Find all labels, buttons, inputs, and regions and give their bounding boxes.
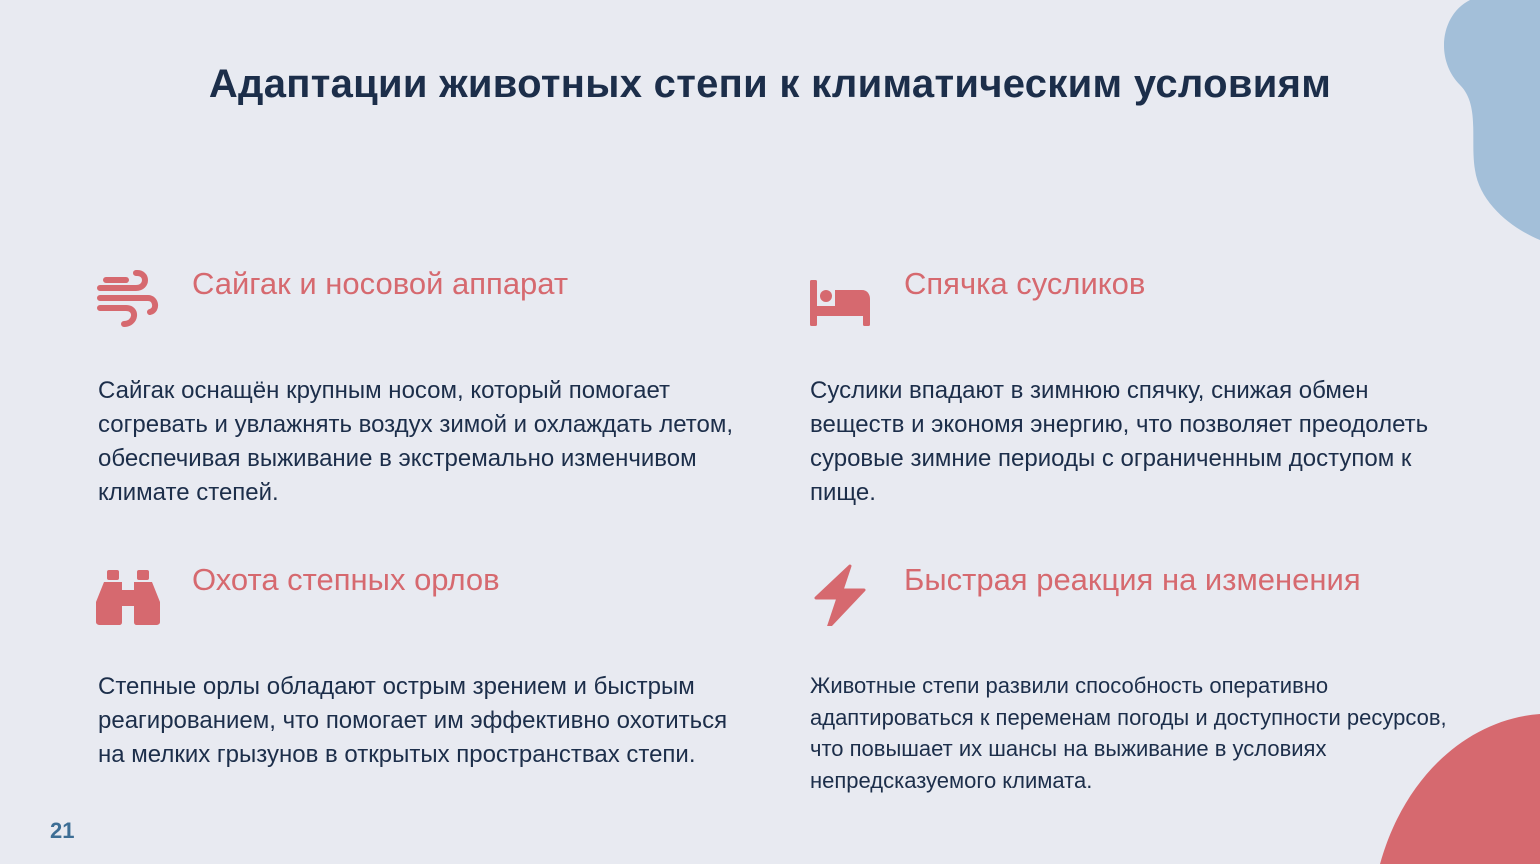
- lightning-icon: [808, 562, 872, 626]
- card-heading: Охота степных орлов: [192, 562, 500, 597]
- card-text: Степные орлы обладают острым зрением и быстрым реагированием, что помогает им эффективно охотиться на мелких грызунов в открытых пространствах степи.: [98, 673, 728, 768]
- wind-icon: [96, 266, 160, 330]
- card-text: Сайгак оснащён крупным носом, который помогает согревать и увлажнять воздух зимой и охлаждать летом, обеспечивая выживание в экстремально изменчивом климате степей.: [98, 377, 734, 506]
- bed-icon: [808, 266, 872, 330]
- card-heading: Быстрая реакция на изменения: [904, 562, 1361, 597]
- card-text: Животные степи развили способность оперативно адаптироваться к переменам погоды и доступности ресурсов, что повышает их шансы на выживание в условиях непредсказуемого климата.: [810, 673, 1447, 793]
- decorative-blob-top: [1440, 0, 1540, 240]
- slide-title: Адаптации животных степи к климатическим условиям: [208, 62, 1332, 106]
- page-number: 21: [50, 818, 75, 843]
- card-heading: Сайгак и носовой аппарат: [192, 266, 569, 301]
- card-heading: Спячка сусликов: [904, 266, 1146, 301]
- binoculars-icon: [96, 562, 160, 626]
- card-text: Суслики впадают в зимнюю спячку, снижая обмен веществ и экономя энергию, что позволяет преодолеть суровые зимние периоды с ограниченным доступом к пище.: [810, 377, 1429, 506]
